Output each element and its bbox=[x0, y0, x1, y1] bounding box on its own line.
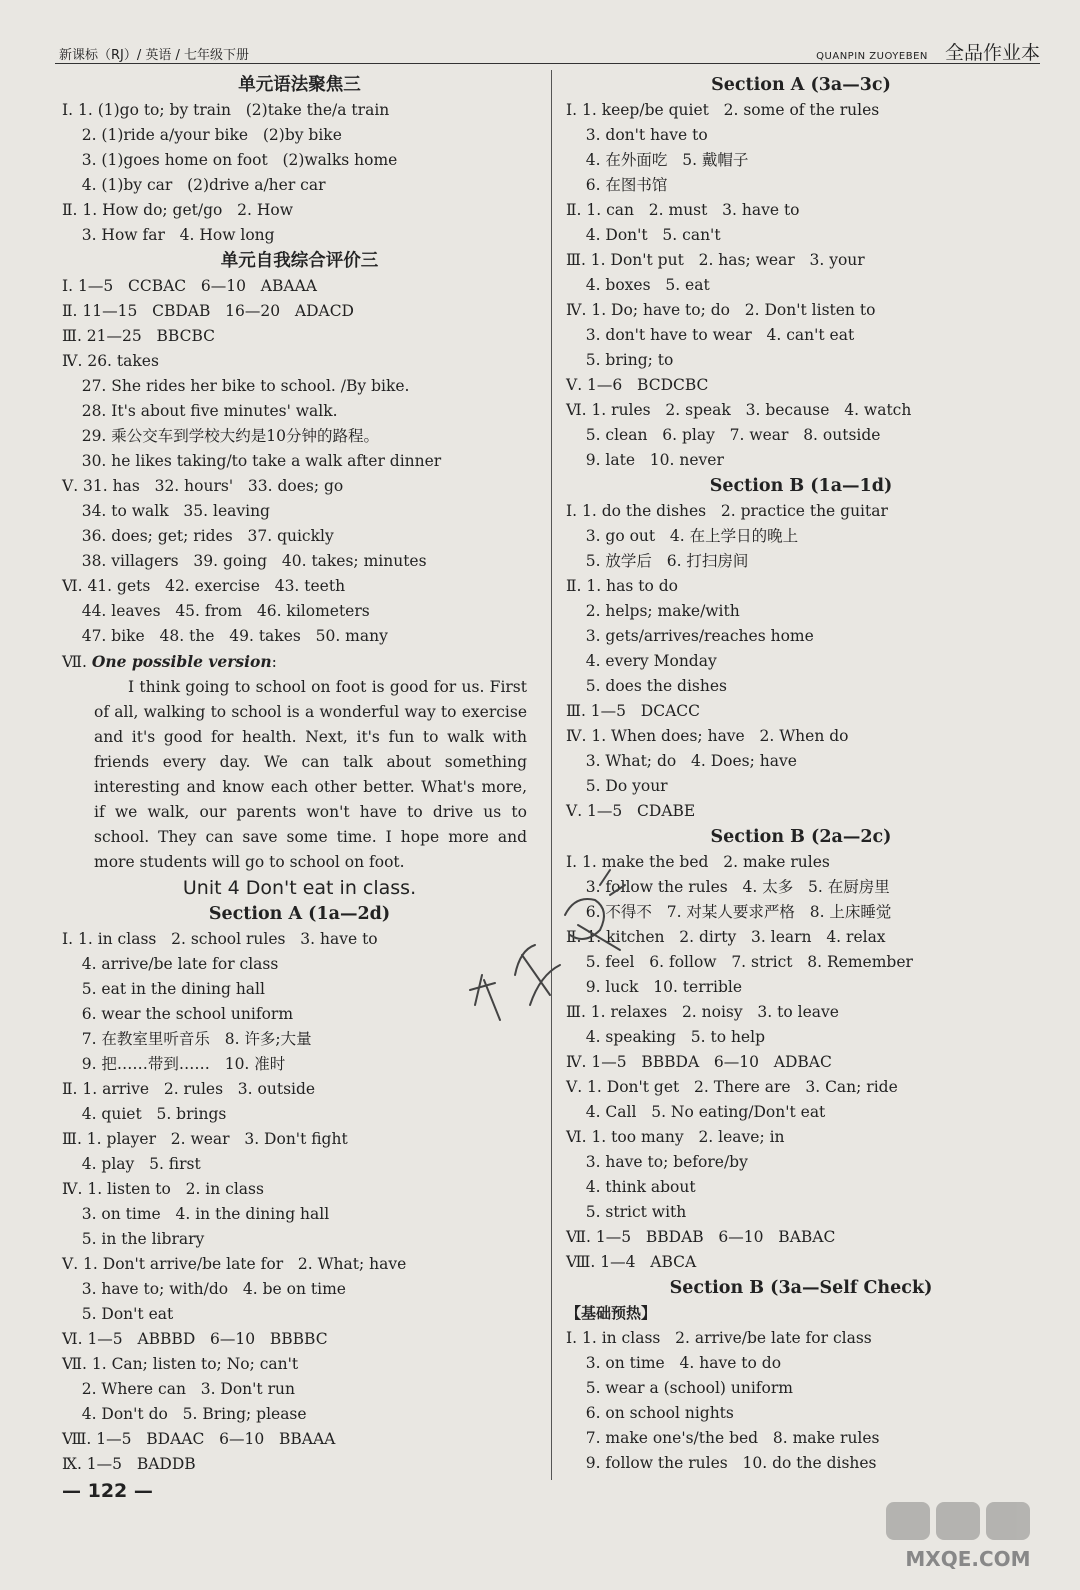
answer-line: 4. Call 5. No eating/Don't eat bbox=[566, 1103, 826, 1121]
answer-line: Ⅶ. 1. Can; listen to; No; can't bbox=[62, 1355, 299, 1373]
answer-line: Ⅵ. 1—5 ABBBD 6—10 BBBBC bbox=[62, 1330, 328, 1348]
answer-line: Ⅴ. 1. Don't get 2. There are 3. Can; ride bbox=[566, 1078, 898, 1096]
answer-line: 4. Don't 5. can't bbox=[566, 226, 721, 244]
essay-label: One possible version bbox=[91, 652, 272, 671]
answer-line: 4. quiet 5. brings bbox=[62, 1105, 227, 1123]
answer-line: 6. 不得不 7. 对某人要求严格 8. 上床睡觉 bbox=[566, 903, 892, 921]
book-info: 新课标（RJ）/ 英语 / 七年级下册 bbox=[59, 48, 250, 63]
page-number: — 122 — bbox=[62, 1480, 153, 1502]
answer-line: 29. 乘公交车到学校大约是10分钟的路程。 bbox=[62, 427, 380, 445]
answer-line: 5. does the dishes bbox=[566, 677, 727, 695]
answer-line: Ⅱ. 1. How do; get/go 2. How bbox=[62, 201, 293, 219]
section-heading: 单元语法聚焦三 bbox=[238, 75, 361, 95]
answer-line: 2. Where can 3. Don't run bbox=[62, 1380, 295, 1398]
answer-line: Ⅴ. 1. Don't arrive/be late for 2. What; have bbox=[62, 1255, 407, 1273]
brand-pinyin: QUANPIN ZUOYEBEN bbox=[816, 51, 928, 62]
section-heading: Section B (3a—Self Check) bbox=[669, 1278, 933, 1298]
answer-line: 2. helps; make/with bbox=[566, 602, 740, 620]
answer-line: Ⅱ. 1. arrive 2. rules 3. outside bbox=[62, 1080, 316, 1098]
answer-line: Ⅱ. 1. kitchen 2. dirty 3. learn 4. relax bbox=[566, 928, 886, 946]
right-column bbox=[566, 72, 1036, 1476]
section-heading: Section A (1a—2d) bbox=[208, 904, 391, 924]
answer-line: 47. bike 48. the 49. takes 50. many bbox=[62, 627, 388, 645]
section-heading: Section B (2a—2c) bbox=[710, 827, 892, 847]
answer-line: 38. villagers 39. going 40. takes; minutes bbox=[62, 552, 427, 570]
roman-numeral: Ⅶ. bbox=[62, 653, 92, 671]
answer-line: 3. on time 4. in the dining hall bbox=[62, 1205, 330, 1223]
answer-line: 4. Don't do 5. Bring; please bbox=[62, 1405, 307, 1423]
answer-line: 27. She rides her bike to school. /By bike. bbox=[62, 377, 410, 395]
answer-line: 4. play 5. first bbox=[62, 1155, 201, 1173]
column-divider bbox=[551, 70, 552, 1480]
answer-line: Ⅵ. 1. too many 2. leave; in bbox=[566, 1128, 785, 1146]
watermark-text: MXQE.COM bbox=[905, 1547, 1031, 1571]
answer-line: Ⅷ. 1—4 ABCA bbox=[566, 1253, 697, 1271]
answer-line: Ⅳ. 1. Do; have to; do 2. Don't listen to bbox=[566, 301, 876, 319]
answer-line: 3. (1)goes home on foot (2)walks home bbox=[62, 151, 398, 169]
answer-line: Ⅲ. 1. Don't put 2. has; wear 3. your bbox=[566, 251, 865, 269]
answer-line: 5. strict with bbox=[566, 1203, 687, 1221]
answer-line: 4. 在外面吃 5. 戴帽子 bbox=[566, 151, 749, 169]
handwritten-scribble bbox=[460, 855, 640, 1035]
answer-line: 3. What; do 4. Does; have bbox=[566, 752, 797, 770]
answer-line: 5. 放学后 6. 打扫房间 bbox=[566, 552, 749, 570]
answer-line: Ⅱ. 1. has to do bbox=[566, 577, 678, 595]
answer-line: Ⅲ. 1—5 DCACC bbox=[566, 702, 701, 720]
answer-line: 4. arrive/be late for class bbox=[62, 955, 279, 973]
page-header bbox=[55, 36, 1040, 64]
essay-text: I think going to school on foot is good for us. First of all, walking to school is a wonderful way to exercise and it's good for health. Next, it's fun to walk with friends every day. We can talk about something interesting and know each other better. What's more, if we walk, our parents won't have to drive us to school. They can save some time. I hope more and more students will go to school on foot. bbox=[94, 678, 527, 871]
section-heading: Section B (1a—1d) bbox=[709, 476, 893, 496]
answer-line: 3. don't have to bbox=[566, 126, 708, 144]
answer-line: Ⅵ. 1. rules 2. speak 3. because 4. watch bbox=[566, 401, 912, 419]
answer-line: Ⅸ. 1—5 BADDB bbox=[62, 1455, 196, 1473]
left-column bbox=[62, 72, 537, 1477]
answer-line: Ⅴ. 31. has 32. hours' 33. does; go bbox=[62, 477, 344, 495]
brand-block bbox=[816, 38, 1040, 65]
answer-line: Ⅰ. 1. (1)go to; by train (2)take the/a train bbox=[62, 101, 390, 119]
answer-line: 34. to walk 35. leaving bbox=[62, 502, 270, 520]
answer-line: 3. follow the rules 4. 太多 5. 在厨房里 bbox=[566, 878, 890, 896]
answer-line: Ⅰ. 1—5 CCBAC 6—10 ABAAA bbox=[62, 277, 317, 295]
answer-line: Ⅲ. 21—25 BBCBC bbox=[62, 327, 215, 345]
answer-line: 3. gets/arrives/reaches home bbox=[566, 627, 814, 645]
answer-line: 36. does; get; rides 37. quickly bbox=[62, 527, 334, 545]
answer-line: Ⅴ. 1—6 BCDCBC bbox=[566, 376, 709, 394]
answer-line: Ⅳ. 1—5 BBBDA 6—10 ADBAC bbox=[566, 1053, 832, 1071]
answer-line: Ⅱ. 11—15 CBDAB 16—20 ADACD bbox=[62, 302, 354, 320]
answer-line: 9. luck 10. terrible bbox=[566, 978, 743, 996]
answer-line: 3. go out 4. 在上学日的晚上 bbox=[566, 527, 799, 545]
answer-line: 5. Don't eat bbox=[62, 1305, 174, 1323]
answer-line: 5. feel 6. follow 7. strict 8. Remember bbox=[566, 953, 913, 971]
answer-line: 9. follow the rules 10. do the dishes bbox=[566, 1454, 877, 1472]
essay-label-line bbox=[62, 649, 537, 675]
answer-line: Ⅰ. 1. in class 2. school rules 3. have to bbox=[62, 930, 378, 948]
answer-line: 30. he likes taking/to take a walk after dinner bbox=[62, 452, 442, 470]
answer-line: 6. on school nights bbox=[566, 1404, 734, 1422]
answer-line: 4. speaking 5. to help bbox=[566, 1028, 765, 1046]
answer-line: Ⅰ. 1. do the dishes 2. practice the guitar bbox=[566, 502, 888, 520]
answer-line: 5. eat in the dining hall bbox=[62, 980, 265, 998]
brand-name: 全品作业本 bbox=[944, 42, 1040, 64]
answer-line: Ⅰ. 1. keep/be quiet 2. some of the rules bbox=[566, 101, 880, 119]
answer-line: 5. in the library bbox=[62, 1230, 205, 1248]
answer-line: 5. bring; to bbox=[566, 351, 674, 369]
answer-line: Ⅲ. 1. player 2. wear 3. Don't fight bbox=[62, 1130, 348, 1148]
answer-line: 3. have to; before/by bbox=[566, 1153, 748, 1171]
answer-line: 2. (1)ride a/your bike (2)by bike bbox=[62, 126, 342, 144]
answer-line: Ⅰ. 1. make the bed 2. make rules bbox=[566, 853, 830, 871]
answer-line: Ⅲ. 1. relaxes 2. noisy 3. to leave bbox=[566, 1003, 839, 1021]
answer-line: 6. wear the school uniform bbox=[62, 1005, 294, 1023]
answer-line: 4. (1)by car (2)drive a/her car bbox=[62, 176, 326, 194]
watermark-logo bbox=[878, 1496, 1058, 1576]
answer-line: 7. 在教室里听音乐 8. 许多;大量 bbox=[62, 1030, 312, 1048]
unit-title: Unit 4 Don't eat in class. bbox=[182, 877, 417, 899]
essay-label-colon: : bbox=[271, 653, 277, 671]
answer-line: 3. have to; with/do 4. be on time bbox=[62, 1280, 346, 1298]
section-heading: 单元自我综合评价三 bbox=[220, 251, 379, 271]
section-heading: Section A (3a—3c) bbox=[711, 75, 891, 95]
answer-line: 7. make one's/the bed 8. make rules bbox=[566, 1429, 880, 1447]
answer-line: 4. boxes 5. eat bbox=[566, 276, 710, 294]
answer-line: 6. 在图书馆 bbox=[566, 176, 668, 194]
subsection-tag: 【基础预热】 bbox=[566, 1304, 657, 1322]
answer-line: Ⅰ. 1. in class 2. arrive/be late for class bbox=[566, 1329, 872, 1347]
answer-line: Ⅳ. 26. takes bbox=[62, 352, 159, 370]
answer-line: 9. 把……带到…… 10. 准时 bbox=[62, 1055, 286, 1073]
answer-line: Ⅳ. 1. When does; have 2. When do bbox=[566, 727, 849, 745]
answer-line: 9. late 10. never bbox=[566, 451, 724, 469]
answer-line: Ⅱ. 1. can 2. must 3. have to bbox=[566, 201, 800, 219]
answer-line: Ⅳ. 1. listen to 2. in class bbox=[62, 1180, 264, 1198]
answer-line: 5. clean 6. play 7. wear 8. outside bbox=[566, 426, 881, 444]
answer-line: 28. It's about five minutes' walk. bbox=[62, 402, 338, 420]
answer-line: 3. How far 4. How long bbox=[62, 226, 275, 244]
answer-line: 5. Do your bbox=[566, 777, 668, 795]
answer-line: Ⅴ. 1—5 CDABE bbox=[566, 802, 696, 820]
answer-line: 3. don't have to wear 4. can't eat bbox=[566, 326, 855, 344]
answer-line: Ⅵ. 41. gets 42. exercise 43. teeth bbox=[62, 577, 346, 595]
answer-line: 4. think about bbox=[566, 1178, 696, 1196]
answer-line: Ⅶ. 1—5 BBDAB 6—10 BABAC bbox=[566, 1228, 836, 1246]
answer-line: 4. every Monday bbox=[566, 652, 717, 670]
answer-line: 44. leaves 45. from 46. kilometers bbox=[62, 602, 370, 620]
answer-line: 3. on time 4. have to do bbox=[566, 1354, 782, 1372]
answer-line: Ⅷ. 1—5 BDAAC 6—10 BBAAA bbox=[62, 1430, 336, 1448]
answer-line: 5. wear a (school) uniform bbox=[566, 1379, 793, 1397]
